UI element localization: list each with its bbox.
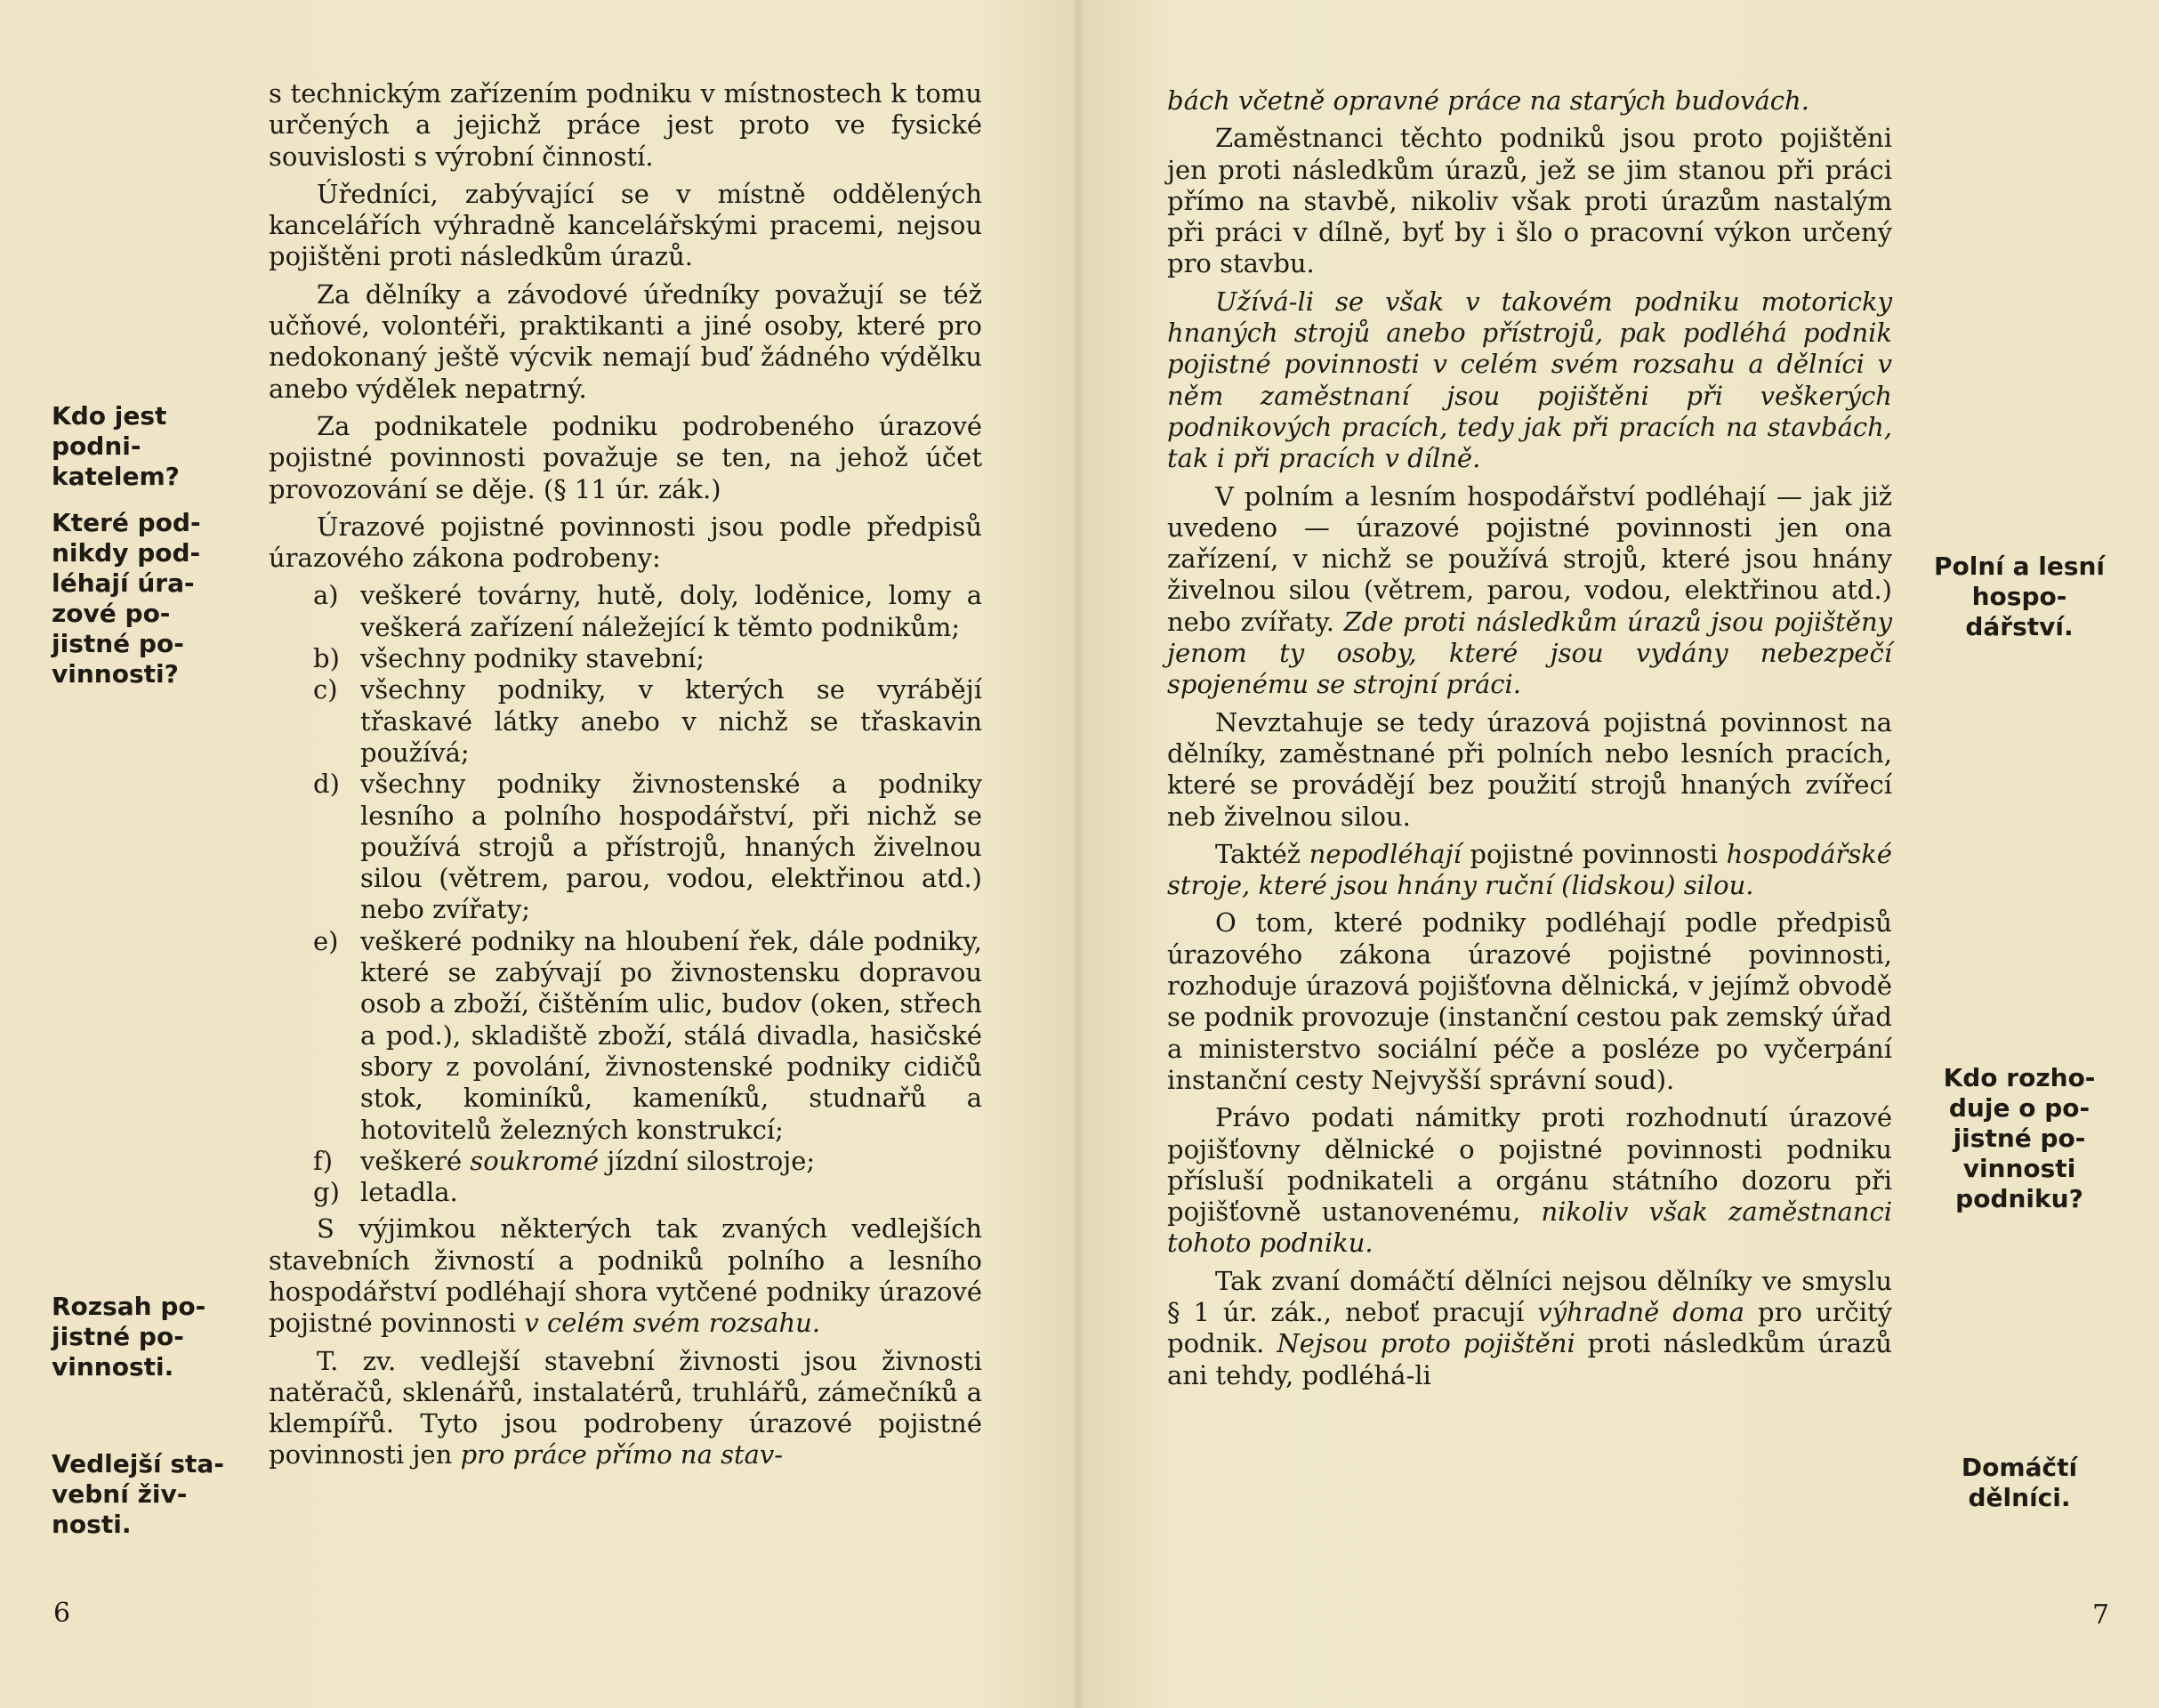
- list-item-text: veškeré podniky na hloubení řek, dále podniky, které se zabývají po živnostensku dopravou osob a zboží, čištěním ulic, budov (oken, střech a pod.), skladiště zboží, stálá divadla, hasičské sbory z povolání, živnostenské podniky cidičů stok, kominíků, kameníků, studnařů a hotovitelů železných konstrukcí;: [360, 925, 982, 1145]
- list-item-text: veškeré: [360, 1145, 471, 1176]
- list-item-label: b): [313, 643, 340, 674]
- list-item: [269, 926, 982, 1146]
- paragraph-text: T. zv. vedlejší stavební živnosti jsou živnosti natěračů, sklenářů, instalatérů, truhlářů, zámečníků a klempířů. Tyto jsou podrobeny úrazové pojistné povinnosti jen: [269, 1345, 982, 1470]
- list-item-label: g): [313, 1177, 340, 1208]
- list-item-label: a): [313, 580, 339, 611]
- left-text-column: [269, 78, 982, 1478]
- paragraph-emphasis: výhradně doma: [1537, 1296, 1745, 1327]
- paragraph-emphasis: Užívá-li se však v takovém podniku motoricky hnaných strojů anebo přístrojů, pak podléhá podnik pojistné povinnosti v celém svém rozsahu a dělníci v něm zaměstnaní jsou pojištěni při veškerých podnikových pracích, tedy jak při pracích na stavbách, tak i při pracích v dílně.: [1167, 286, 1892, 474]
- page-number: 6: [53, 1598, 71, 1629]
- left-page: [0, 0, 1076, 1708]
- enumerated-list: [269, 580, 982, 1208]
- paragraph-text: Tak zvaní domáčtí dělníci nejsou dělníky ve smyslu § 1 úr. zák., neboť pracují: [1167, 1265, 1892, 1327]
- paragraph-emphasis: pro práce přímo na stav-: [460, 1439, 784, 1470]
- list-item: [269, 580, 982, 643]
- list-item-label: d): [313, 769, 340, 800]
- paragraph: [1167, 286, 1892, 475]
- paragraph: Za podnikatele podniku podrobeného úrazové pojistné povinnosti považuje se ten, na jehož účet provozování se děje. (§ 11 úr. zák.): [269, 410, 982, 504]
- paragraph: [269, 1346, 982, 1471]
- paragraph: [1167, 85, 1892, 117]
- paragraph-text: proti následkům úrazů ani tehdy, podléhá-li: [1167, 1328, 1892, 1390]
- margin-note-rozsah: Rozsah po- jistné po- vinnosti.: [52, 1292, 206, 1382]
- list-item-text: veškeré továrny, hutě, doly, loděnice, lomy a veškerá zařízení náležející k těmto podnikům;: [360, 580, 982, 642]
- page-number: 7: [2092, 1599, 2110, 1631]
- paragraph: O tom, které podniky podléhají podle předpisů úrazového zákona úrazové pojistné povinnosti, rozhoduje úrazová pojišťovna dělnická, v jejímž obvodě se podnik provozuje (instanční cestou pak zemský úřad a ministerstvo sociální péče a posléze po vyčerpání instanční cesty Nejvyšší správní soud).: [1167, 907, 1892, 1095]
- paragraph: Úrazové pojistné povinnosti jsou podle předpisů úrazového zákona podrobeny:: [269, 511, 982, 574]
- paragraph-emphasis: Zde proti následkům úrazů jsou pojištěny jenom ty osoby, které jsou vydány nebezpečí spojenému se strojní práci.: [1167, 606, 1893, 700]
- right-page: [1083, 0, 2159, 1708]
- paragraph: [1167, 1102, 1892, 1259]
- right-text-column: [1167, 85, 1892, 1398]
- list-item: [269, 1146, 982, 1177]
- paragraph-emphasis: Nejsou proto pojištěni: [1277, 1328, 1575, 1359]
- paragraph: Úředníci, zabývající se v místně oddělených kancelářích výhradně kancelářskými pracemi, nejsou pojištěni proti následkům úrazů.: [269, 178, 982, 272]
- list-item-emphasis: soukromé: [470, 1145, 599, 1176]
- margin-note-kdo-jest-podnikatelem: Kdo jest podni- katelem?: [52, 401, 180, 491]
- paragraph-emphasis: nepodléhají: [1309, 838, 1462, 869]
- list-item-text: všechny podniky, v kterých se vyrábějí třaskavé látky anebo v nichž se třaskavin používá;: [360, 674, 982, 768]
- paragraph-emphasis: hospodářské stroje, které jsou hnány ruční (lidskou) silou.: [1167, 838, 1892, 901]
- margin-note-polni-lesni: Polní a lesní hospo- dářství.: [1933, 552, 2106, 641]
- list-item-label: e): [313, 925, 339, 956]
- paragraph: [1167, 1266, 1892, 1391]
- paragraph: [1167, 481, 1892, 701]
- paragraph-emphasis: bách včetně opravné práce na starých budovách.: [1167, 85, 1809, 116]
- list-item-text: všechny podniky živnostenské a podniky lesního a polního hospodářství, při nichž se používá strojů a přístrojů, hnaných živelnou silou (větrem, parou, vodou, elektřinou atd.) nebo zvířaty;: [360, 769, 982, 925]
- paragraph-text: V polním a lesním hospodářství podléhají — jak již uvedeno — úrazové pojistné povinnosti jen ona zařízení, v nichž se používá strojů, které jsou hnány živelnou silou (větrem, parou, vodou, elektřinou atd.) nebo zvířaty.: [1167, 480, 1892, 637]
- list-item: [269, 769, 982, 925]
- list-item-text: všechny podniky stavební;: [360, 643, 705, 674]
- paragraph-emphasis: nikoliv však zaměstnanci tohoto podniku.: [1167, 1196, 1892, 1259]
- paragraph: Zaměstnanci těchto podniků jsou proto pojištěni jen proti následkům úrazů, jež se jim stanou při práci přímo na stavbě, nikoliv však proti úrazům nastalým při práci v dílně, byť by i šlo o pracovní výkon určený pro stavbu.: [1167, 123, 1892, 279]
- paragraph: Nevztahuje se tedy úrazová pojistná povinnost na dělníky, zaměstnané při polních nebo lesních pracích, které se provádějí bez použití strojů hnaných zvířecí neb živelnou silou.: [1167, 706, 1892, 832]
- paragraph: [1167, 839, 1892, 902]
- list-item-label: f): [313, 1145, 334, 1176]
- margin-note-ktere-podniky: Které pod- nikdy pod- léhají úra- zové po- jistné po- vinnosti?: [52, 508, 201, 689]
- paragraph-text: pojistné povinnosti: [1461, 838, 1727, 869]
- list-item: [269, 1177, 982, 1208]
- paragraph: [269, 1213, 982, 1339]
- paragraph-emphasis: v celém svém rozsahu.: [524, 1308, 821, 1339]
- paragraph: Za dělníky a závodové úředníky považují se též učňové, volontéři, praktikanti a jiné osoby, které pro nedokonaný ještě výcvik nemají buď žádného výdělku anebo výdělek nepatrný.: [269, 278, 982, 404]
- list-item-text: jízdní silostroje;: [598, 1145, 816, 1176]
- paragraph-text: pro určitý podnik.: [1167, 1296, 1892, 1359]
- list-item: [269, 643, 982, 674]
- margin-note-kdo-rozhoduje: Kdo rozho- duje o po- jistné po- vinnosti podniku?: [1943, 1063, 2096, 1213]
- list-item: [269, 674, 982, 769]
- margin-note-domacti-delnici: Domáčtí dělníci.: [1961, 1453, 2078, 1512]
- paragraph-text: Taktéž: [1215, 838, 1309, 869]
- margin-note-vedlejsi-stavebni: Vedlejší sta- vební živ- nosti.: [52, 1449, 224, 1539]
- paragraph: s technickým zařízením podniku v místnostech k tomu určených a jejichž práce jest proto ve fysické souvislosti s výrobní činností.: [269, 78, 982, 172]
- paragraph-text: Právo podati námitky proti rozhodnutí úrazové pojišťovny dělnické o pojistné povinnosti podniku přísluší podnikateli a orgánu státního dozoru při pojišťovně ustanovenému,: [1167, 1102, 1892, 1228]
- list-item-label: c): [313, 674, 338, 705]
- paragraph-text: S výjimkou některých tak zvaných vedlejších stavebních živností a podniků polního a lesního hospodářství podléhají shora vytčené podniky úrazové pojistné povinnosti: [269, 1213, 982, 1339]
- list-item-text: letadla.: [360, 1177, 458, 1208]
